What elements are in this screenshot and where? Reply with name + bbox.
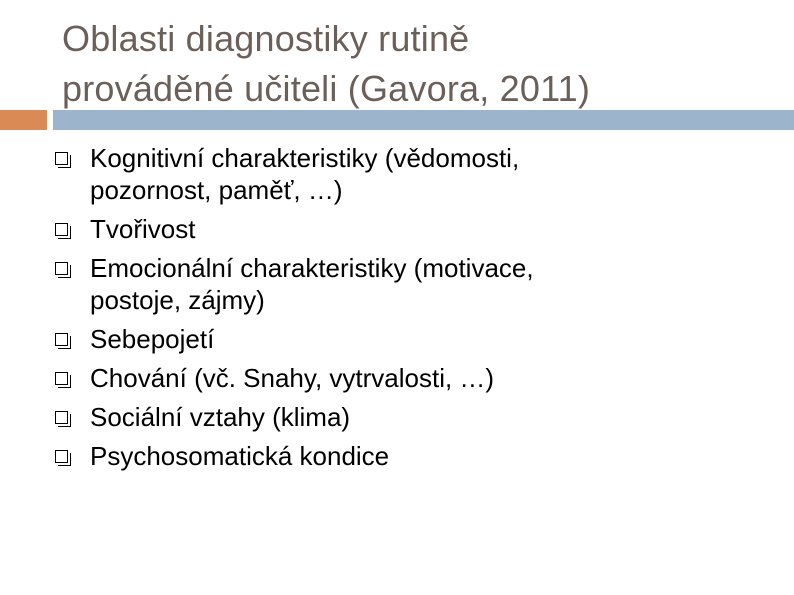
bullet-list (0, 142, 794, 479)
bullet-item-creativity (0, 213, 794, 245)
bullet-item-behavior (0, 362, 794, 394)
hollow-square-bullet-icon (55, 333, 68, 346)
hollow-square-bullet-icon (55, 372, 68, 385)
slide-title-line-2: prováděné učiteli (Gavora, 2011) (62, 68, 591, 109)
title-accent-bar-orange (0, 110, 47, 130)
bullet-item-emotional (0, 252, 794, 316)
bullet-text-line: Emocionální charakteristiky (motivace, (90, 253, 534, 283)
bullet-text-line: Psychosomatická kondice (90, 441, 390, 471)
bullet-text-line: Sebepojetí (90, 324, 215, 354)
hollow-square-bullet-icon (55, 411, 68, 424)
hollow-square-bullet-icon (55, 152, 68, 165)
bullet-text-line: Tvořivost (90, 214, 196, 244)
bullet-text-line: Kognitivní charakteristiky (vědomosti, (90, 143, 520, 173)
title-accent-bar-blue (53, 110, 794, 130)
bullet-item-cognitive (0, 142, 794, 206)
hollow-square-bullet-icon (55, 262, 68, 275)
bullet-text-line: Sociální vztahy (klima) (90, 402, 351, 432)
slide-title-line-1: Oblasti diagnostiky rutině (62, 18, 470, 59)
bullet-text-line: pozornost, paměť, …) (90, 175, 343, 205)
hollow-square-bullet-icon (55, 450, 68, 463)
bullet-text-line: postoje, zájmy) (90, 285, 265, 315)
hollow-square-bullet-icon (55, 223, 68, 236)
bullet-item-self-concept (0, 323, 794, 355)
bullet-text-line: Chování (vč. Snahy, vytrvalosti, …) (90, 363, 495, 393)
bullet-item-psychosomatic (0, 440, 794, 472)
bullet-item-social-relations (0, 401, 794, 433)
slide-title (62, 14, 782, 114)
